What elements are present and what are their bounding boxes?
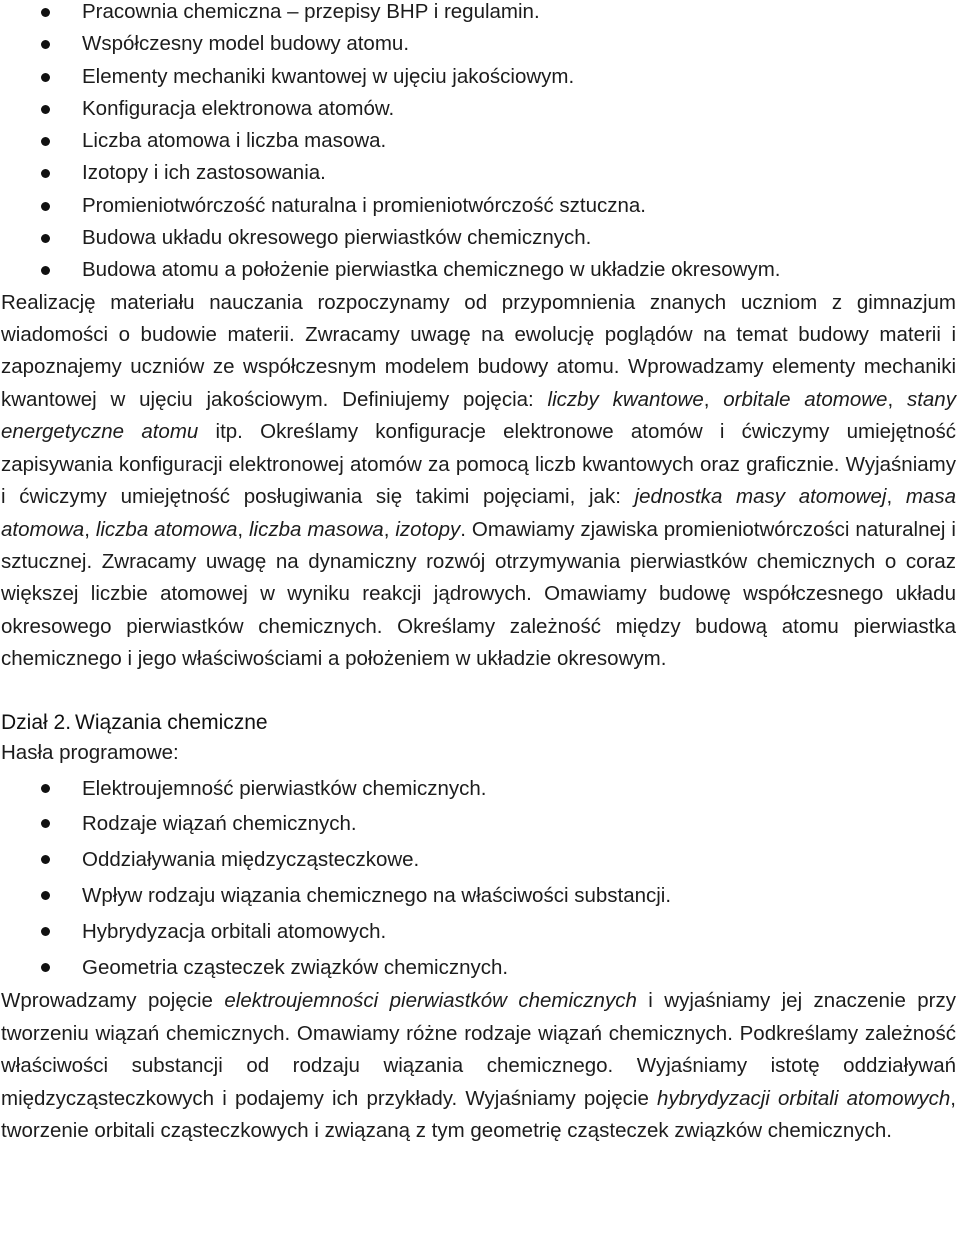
paragraph-text: , [887, 387, 907, 411]
bullet-icon [41, 819, 50, 828]
bullet-icon [41, 8, 50, 17]
bullet-icon [41, 137, 50, 146]
list-item [1, 771, 956, 807]
bullet-icon [41, 234, 50, 243]
paragraph-section-2 [1, 985, 956, 1147]
emphasis-term: stany energetyczne atomu [1, 387, 956, 444]
list-item [1, 842, 956, 878]
list-item [1, 950, 956, 986]
topics-list-section-2 [1, 771, 956, 986]
list-item-text: Rodzaje wiązań chemicznych. [82, 812, 357, 836]
emphasis-term: hybrydyzacji orbitali atomowych [657, 1086, 951, 1110]
emphasis-term: izotopy [395, 517, 461, 541]
list-item-text: Hybrydyzacja orbitali atomowych. [82, 919, 387, 943]
list-item-text: Geometria cząsteczek związków chemicznych. [82, 955, 509, 979]
bullet-icon [41, 40, 50, 49]
list-item [1, 0, 956, 28]
list-item [1, 28, 956, 60]
bullet-icon [41, 963, 50, 972]
paragraph-text: . Omawiamy zjawiska promieniotwórczości naturalnej i sztucznej. Zwracamy uwagę na dynamiczny rozwój otrzymywania pierwiastków chemicznych o coraz większej liczbie atomowej w wyniku reakcji jądrowych. Omawiamy budowę współczesnego układu okresowego pierwiastków chemicznych. Określamy zależność między budową atomu pierwiastka chemicznego i jego właściwościami a położeniem w układzie okresowym. [1, 517, 956, 671]
emphasis-term: liczba atomowa [95, 517, 238, 541]
list-item-text: Oddziaływania międzycząsteczkowe. [82, 848, 420, 872]
paragraph-text: , [84, 517, 96, 541]
bullet-icon [41, 202, 50, 211]
paragraph-text: , [703, 387, 724, 411]
emphasis-term: elektroujemności pierwiastków chemicznych [224, 989, 637, 1013]
paragraph-text: Realizację materiału nauczania rozpoczynamy od przypomnienia znanych uczniom z gimnazjum wiadomości o budowie materii. Zwracamy uwagę na ewolucję poglądów na temat budowy materii i zapoznajemy uczniów ze współczesnym modelem budowy atomu. Wprowadzamy elementy mechaniki kwantowej w ujęciu jakościowym. Definiujemy pojęcia: [1, 290, 956, 411]
section-number: Dział 2. [1, 710, 72, 734]
bullet-icon [41, 73, 50, 82]
list-item [1, 914, 956, 950]
list-item-text: Budowa atomu a położenie pierwiastka chemicznego w układzie okresowym. [82, 258, 781, 282]
emphasis-term: liczba masowa [249, 517, 384, 541]
bullet-icon [41, 855, 50, 864]
paragraph-text: i wyjaśniamy jej znaczenie przy tworzeniu wiązań chemicznych. Omawiamy różne rodzaje wiązań chemicznych. Podkreślamy zależność właściwości substancji od rodzaju wiązania chemicznego. Wyjaśniamy istotę oddziaływań międzycząsteczkowych i podajemy ich przykłady. Wyjaśniamy pojęcie [1, 989, 957, 1110]
bullet-icon [41, 105, 50, 114]
paragraph-section-1 [1, 287, 956, 676]
list-item-text: Wpływ rodzaju wiązania chemicznego na właściwości substancji. [82, 883, 672, 907]
list-item-text: Budowa układu okresowego pierwiastków chemicznych. [82, 226, 592, 250]
emphasis-term: orbitale atomowe [723, 387, 888, 411]
list-item [1, 806, 956, 842]
bullet-icon [41, 927, 50, 936]
list-item-text: Pracownia chemiczna – przepisy BHP i regulamin. [82, 0, 540, 23]
list-item [1, 93, 956, 125]
list-item [1, 190, 956, 222]
list-item-text: Współczesny model budowy atomu. [82, 32, 410, 56]
emphasis-term: jednostka masy atomowej [634, 485, 887, 509]
bullet-icon [41, 266, 50, 275]
list-item-text: Izotopy i ich zastosowania. [82, 161, 326, 185]
list-item-text: Konfiguracja elektronowa atomów. [82, 96, 395, 120]
paragraph-text: , [383, 517, 396, 541]
paragraph-text: itp. Określamy konfiguracje elektronowe atomów i ćwiczymy umiejętność zapisywania konfiguracji elektronowej atomów za pomocą liczb kwantowych oraz graficznie. Wyjaśniamy i ćwiczymy umiejętność posługiwania się takimi pojęciami, jak: [1, 420, 956, 509]
list-item-text: Elementy mechaniki kwantowej w ujęciu jakościowym. [82, 64, 575, 88]
section-heading [1, 708, 956, 738]
paragraph-text: , [237, 517, 249, 541]
bullet-icon [41, 169, 50, 178]
list-item [1, 125, 956, 157]
list-item-text: Liczba atomowa i liczba masowa. [82, 129, 387, 153]
section-title: Wiązania chemiczne [75, 710, 268, 734]
paragraph-text: Wprowadzamy pojęcie [1, 989, 225, 1013]
list-item [1, 157, 956, 189]
bullet-icon [41, 784, 50, 793]
emphasis-term: masa atomowa [1, 485, 956, 541]
list-item [1, 61, 956, 93]
list-item-text: Elektroujemność pierwiastków chemicznych. [82, 776, 487, 800]
paragraph-text: , [886, 485, 906, 509]
bullet-icon [41, 891, 50, 900]
list-item [1, 222, 956, 254]
emphasis-term: liczby kwantowe [547, 387, 704, 411]
list-item-text: Promieniotwórczość naturalna i promieniotwórczość sztuczna. [82, 193, 646, 217]
list-item [1, 254, 956, 286]
topics-list-section-1 [1, 0, 956, 287]
section-subheading: Hasła programowe: [1, 740, 179, 764]
paragraph-text: , tworzenie orbitali cząsteczkowych i związaną z tym geometrię cząsteczek związków chemicznych. [1, 1086, 956, 1142]
list-item [1, 878, 956, 914]
